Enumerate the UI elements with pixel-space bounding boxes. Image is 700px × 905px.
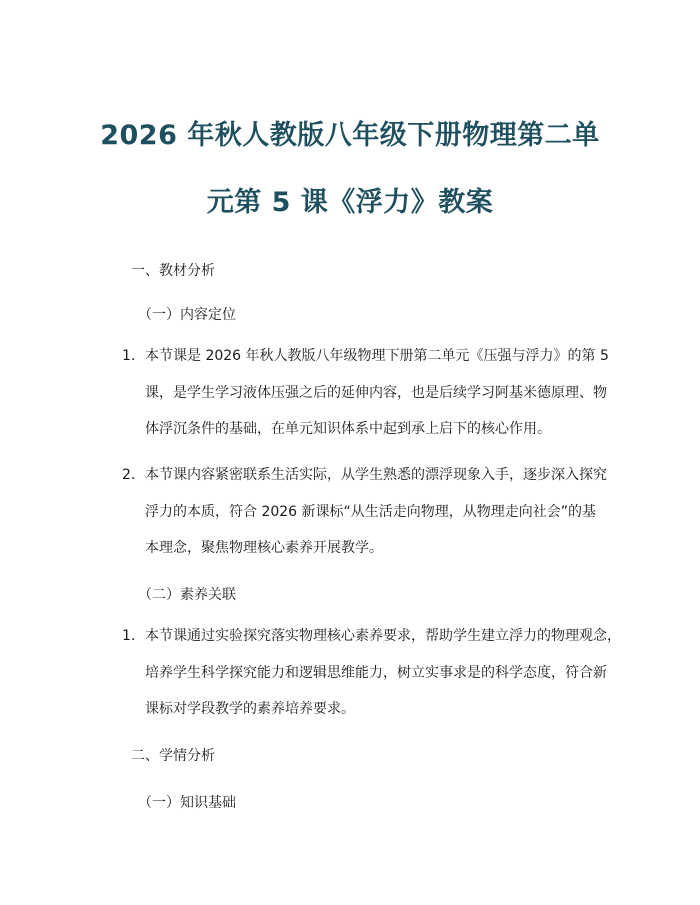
list-item-line: 本节课是 2026 年秋人教版八年级物理下册第二单元《压强与浮力》的第 5 <box>145 348 609 364</box>
list-item <box>122 618 622 728</box>
section-heading-learning-situation-analysis: 二、学情分析 <box>131 748 215 764</box>
list-item-line: 课标对学段教学的素养培养要求。 <box>145 701 355 717</box>
list-item-line: 本节课通过实验探究落实物理核心素养要求，帮助学生建立浮力的物理观念， <box>145 628 621 644</box>
list-item <box>122 338 622 448</box>
list-item-line: 本节课内容紧密联系生活实际，从学生熟悉的漂浮现象入手，逐步深入探究 <box>145 467 607 483</box>
list-item-line: 浮力的本质，符合 2026 新课标“从生活走向物理，从物理走向社会”的基 <box>145 503 597 520</box>
subsection-heading-literacy-connection: （二）素养关联 <box>138 587 236 603</box>
subsection-heading-knowledge-foundation: （一）知识基础 <box>138 795 236 811</box>
list-item-line: 课，是学生学习液体压强之后的延伸内容，也是后续学习阿基米德原理、物 <box>145 384 607 401</box>
list-item-number: 1. <box>122 348 136 364</box>
list-item-line: 本理念，聚焦物理核心素养开展教学。 <box>145 540 383 556</box>
list-item-line: 体浮沉条件的基础，在单元知识体系中起到承上启下的核心作用。 <box>145 421 551 437</box>
subsection-heading-content-positioning: （一）内容定位 <box>138 307 236 323</box>
document-title-line-2: 元第 5 课《浮力》教案 <box>206 187 494 218</box>
list-item <box>122 457 622 567</box>
section-heading-teaching-material-analysis: 一、教材分析 <box>131 263 215 279</box>
list-item-number: 1. <box>122 628 136 644</box>
document-title-line-1: 2026 年秋人教版八年级下册物理第二单 <box>100 120 600 151</box>
list-item-line: 培养学生科学探究能力和逻辑思维能力，树立实事求是的科学态度，符合新 <box>145 664 607 681</box>
list-item-number: 2. <box>122 467 136 483</box>
